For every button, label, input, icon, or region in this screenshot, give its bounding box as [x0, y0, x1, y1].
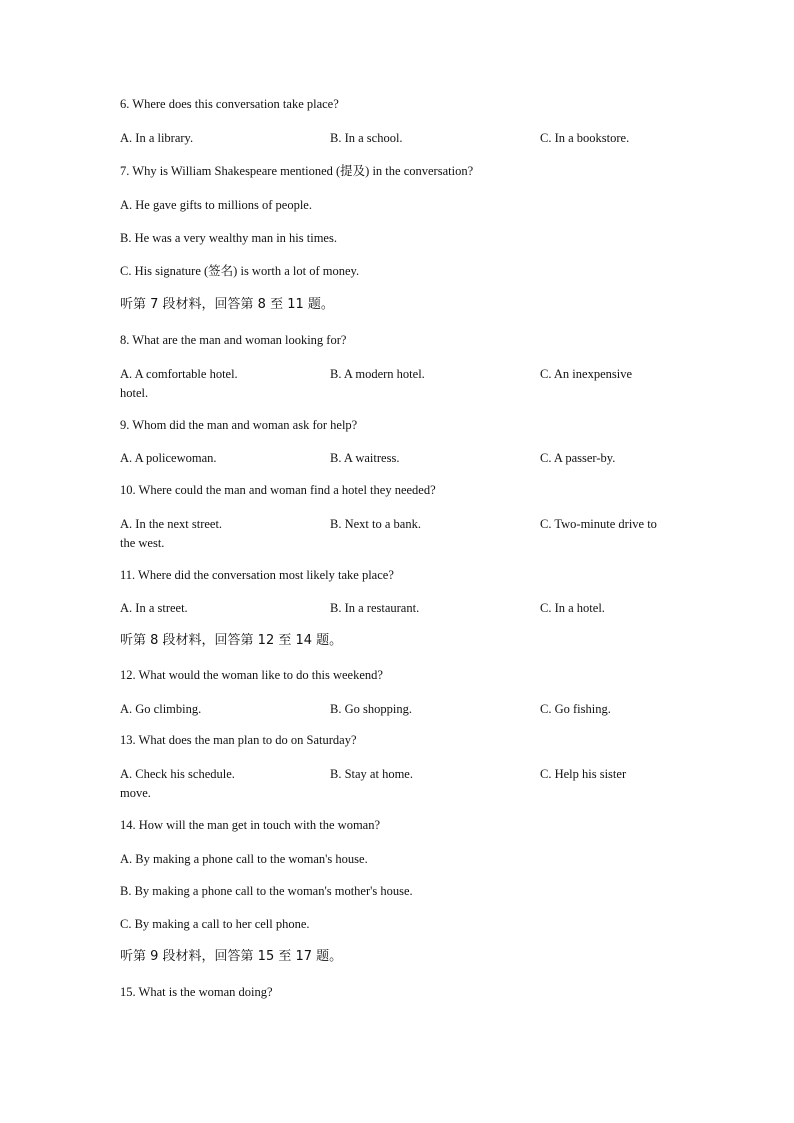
q12-option-a: A. Go climbing. [120, 702, 202, 716]
q10-option-c-continuation: the west. [120, 536, 165, 550]
q13-option-a: A. Check his schedule. [120, 767, 235, 781]
question-8: 8. What are the man and woman looking for? [120, 333, 347, 347]
q13-option-c: C. Help his sister [540, 767, 627, 781]
section-heading-9: 听第 9 段材料，回答第 15 至 17 题。 [120, 949, 343, 964]
q9-option-c: C. A passer-by. [540, 451, 616, 465]
question-7: 7. Why is William Shakespeare mentioned (提及) in the conversation? [120, 164, 474, 178]
q6-option-c: C. In a bookstore. [540, 131, 630, 145]
question-9: 9. Whom did the man and woman ask for help? [120, 418, 358, 432]
q11-option-a: A. In a street. [120, 601, 188, 615]
q9-option-b: B. A waitress. [330, 451, 400, 465]
q8-option-a: A. A comfortable hotel. [120, 367, 238, 381]
q9-option-a: A. A policewoman. [120, 451, 217, 465]
q8-option-c: C. An inexpensive [540, 367, 633, 381]
question-14: 14. How will the man get in touch with the woman? [120, 818, 381, 832]
q8-option-c-continuation: hotel. [120, 386, 149, 400]
q14-option-c: C. By making a call to her cell phone. [120, 917, 310, 931]
q12-option-b: B. Go shopping. [330, 702, 412, 716]
q11-option-c: C. In a hotel. [540, 601, 605, 615]
question-6: 6. Where does this conversation take place? [120, 97, 339, 111]
q13-option-c-continuation: move. [120, 786, 151, 800]
q7-option-a: A. He gave gifts to millions of people. [120, 198, 312, 212]
q13-option-b: B. Stay at home. [330, 767, 413, 781]
question-10: 10. Where could the man and woman find a hotel they needed? [120, 483, 436, 497]
q6-option-a: A. In a library. [120, 131, 194, 145]
q14-option-b: B. By making a phone call to the woman's mother's house. [120, 884, 413, 898]
q7-option-c: C. His signature (签名) is worth a lot of money. [120, 264, 360, 278]
question-13: 13. What does the man plan to do on Saturday? [120, 733, 357, 747]
q11-option-b: B. In a restaurant. [330, 601, 420, 615]
section-heading-8: 听第 8 段材料，回答第 12 至 14 题。 [120, 633, 343, 648]
question-12: 12. What would the woman like to do this weekend? [120, 668, 383, 682]
q10-option-b: B. Next to a bank. [330, 517, 421, 531]
question-15: 15. What is the woman doing? [120, 985, 273, 999]
q7-option-b: B. He was a very wealthy man in his times. [120, 231, 337, 245]
q10-option-c: C. Two-minute drive to [540, 517, 657, 531]
question-11: 11. Where did the conversation most likely take place? [120, 568, 394, 582]
q8-option-b: B. A modern hotel. [330, 367, 425, 381]
q10-option-a: A. In the next street. [120, 517, 223, 531]
q12-option-c: C. Go fishing. [540, 702, 611, 716]
section-heading-7: 听第 7 段材料，回答第 8 至 11 题。 [120, 297, 334, 312]
q14-option-a: A. By making a phone call to the woman's house. [120, 852, 368, 866]
q6-option-b: B. In a school. [330, 131, 403, 145]
